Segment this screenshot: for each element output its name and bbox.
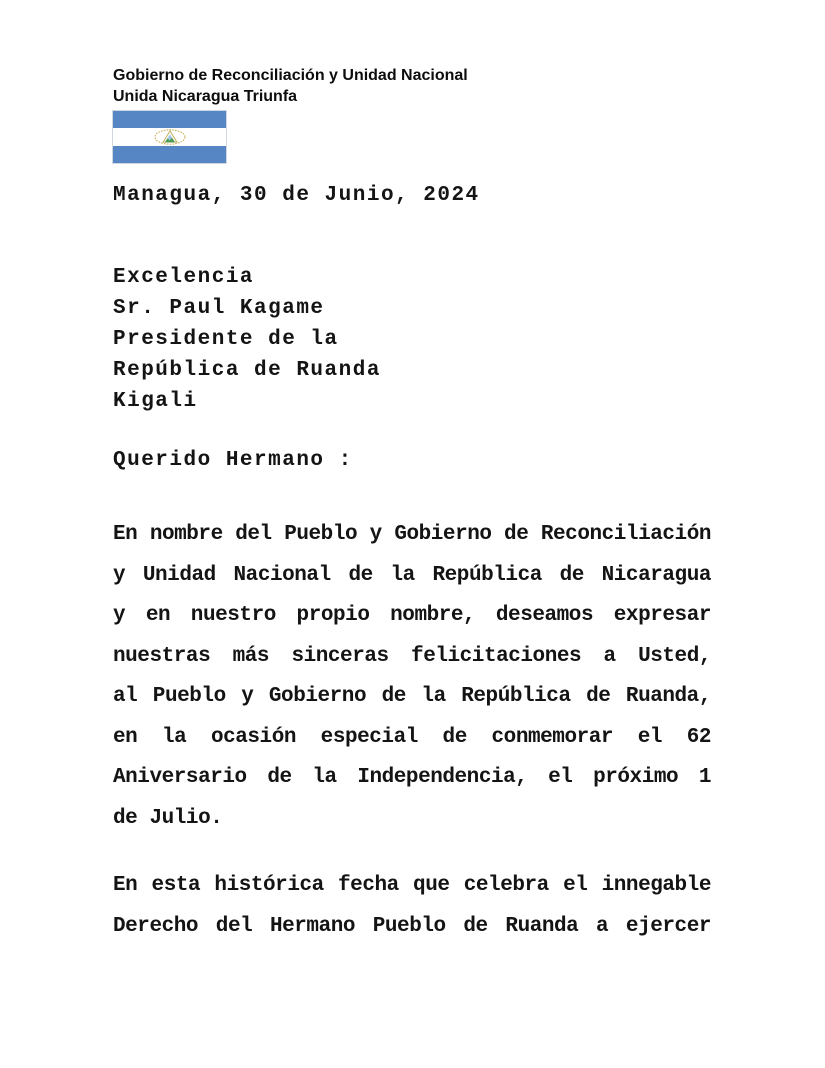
letterhead-org-line: Gobierno de Reconciliación y Unidad Nacional (113, 67, 468, 84)
flag-stripe-middle (113, 128, 226, 145)
nicaragua-coat-of-arms-icon (153, 129, 187, 145)
recipient-block (113, 262, 711, 417)
letterhead-motto-line: Unida Nicaragua Triunfa (113, 88, 298, 105)
text-line: en la ocasión especial de conmemorar el 62 (113, 725, 711, 749)
text-line: al Pueblo y Gobierno de la República de Ruanda, (113, 685, 711, 708)
date-line: Managua, 30 de Junio, 2024 (113, 184, 480, 207)
letterhead (113, 65, 711, 107)
text-line: y Unidad Nacional de la República de Nicaragua (113, 563, 711, 587)
text-line: de Julio. (113, 806, 223, 830)
text-line: Aniversario de la Independencia, el próximo 1 (113, 766, 711, 789)
text-line: Presidente de la (113, 328, 339, 351)
text-line: Kigali (113, 390, 198, 413)
text-line: En nombre del Pueblo y Gobierno de Reconciliación (113, 523, 711, 546)
text-line: Derecho del Hermano Pueblo de Ruanda a ejercer (113, 914, 711, 938)
text-line: República de Ruanda (113, 359, 381, 382)
text-line: Excelencia (113, 266, 255, 289)
flag-stripe-bottom (113, 146, 226, 163)
text-line: En esta histórica fecha que celebra el innegable (113, 874, 711, 897)
nicaragua-flag (113, 111, 226, 163)
text-line: y en nuestro propio nombre, deseamos expresar (113, 604, 711, 627)
flag-stripe-top (113, 111, 226, 128)
text-line: Sr. Paul Kagame (113, 297, 325, 320)
text-line: nuestras más sinceras felicitaciones a Usted, (113, 644, 711, 668)
salutation: Querido Hermano : (113, 449, 353, 472)
body-paragraph-2 (113, 866, 711, 947)
body-paragraph-1 (113, 515, 711, 839)
